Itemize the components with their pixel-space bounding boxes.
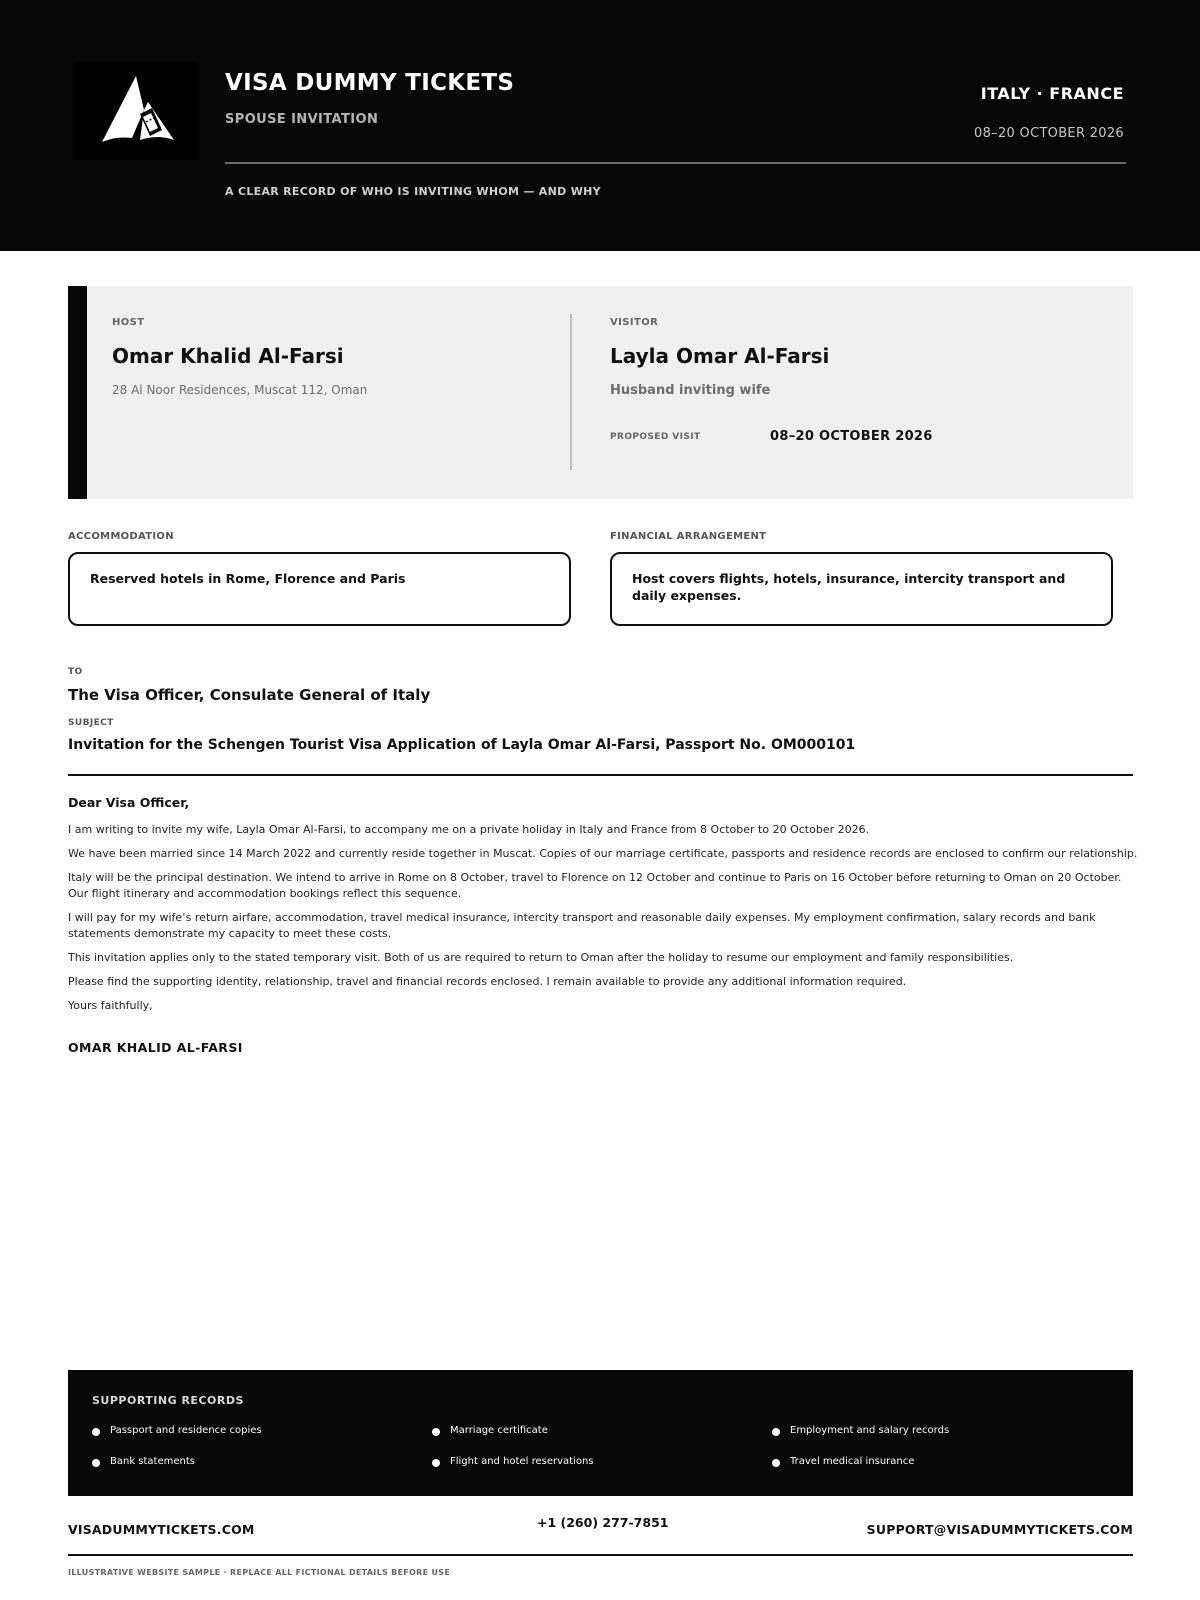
letter-paragraph: I will pay for my wife’s return airfare, accommodation, travel medical insurance, intercity transport and reasonable daily expenses. My employment confirmation, salary records and bank statements demonstrate my capacity to meet these costs.	[68, 911, 1096, 940]
visitor-label: VISITOR	[610, 317, 659, 328]
host-address: 28 Al Noor Residences, Muscat 112, Oman	[112, 383, 368, 397]
letter-divider	[68, 774, 1133, 776]
financial-text: Host covers flights, hotels, insurance, intercity transport and daily expenses.	[632, 571, 1066, 603]
host-label: HOST	[112, 317, 145, 328]
record-item-label: Bank statements	[110, 1456, 195, 1467]
letter-paragraph: We have been married since 14 March 2022 and currently reside together in Muscat. Copies of our marriage certificate, passports and residence records are enclosed to confirm our relationship.	[68, 847, 1138, 860]
recipient-label: TO	[68, 667, 83, 677]
recipient: The Visa Officer, Consulate General of Italy	[68, 686, 431, 704]
record-item-label: Passport and residence copies	[110, 1425, 262, 1436]
letter-paragraph: This invitation applies only to the stated temporary visit. Both of us are required to return to Oman after the holiday to resume our employment and family responsibilities.	[68, 951, 1014, 964]
bullet-icon	[432, 1428, 440, 1436]
visitor-name: Layla Omar Al-Farsi	[610, 344, 830, 368]
accommodation-card	[68, 552, 571, 626]
footer-disclaimer: ILLUSTRATIVE WEBSITE SAMPLE · REPLACE ALL FICTIONAL DETAILS BEFORE USE	[68, 1568, 451, 1577]
subject-line: Invitation for the Schengen Tourist Visa Application of Layla Omar Al-Farsi, Passport No. OM000101	[68, 737, 856, 753]
record-item-label: Flight and hotel reservations	[450, 1456, 594, 1467]
bullet-icon	[772, 1428, 780, 1436]
host-name: Omar Khalid Al-Farsi	[112, 344, 344, 368]
footer-phone: +1 (260) 277-7851	[537, 1515, 669, 1530]
bullet-icon	[92, 1428, 100, 1436]
bullet-icon	[92, 1459, 100, 1467]
ticket-mountain-logo-icon	[100, 74, 174, 146]
footer-website: VISADUMMYTICKETS.COM	[68, 1522, 255, 1537]
financial-label: FINANCIAL ARRANGEMENT	[610, 531, 767, 542]
header-tagline: A CLEAR RECORD OF WHO IS INVITING WHOM — AND WHY	[225, 185, 601, 198]
record-item-label: Travel medical insurance	[790, 1456, 915, 1467]
record-item-label: Marriage certificate	[450, 1425, 548, 1436]
supporting-records-title: SUPPORTING RECORDS	[92, 1394, 244, 1407]
document-header	[0, 0, 1200, 251]
letter-paragraph: I am writing to invite my wife, Layla Omar Al-Farsi, to accompany me on a private holiday in Italy and France from 8 October to 20 October 2026.	[68, 823, 870, 836]
letter-paragraph: Please find the supporting identity, relationship, travel and financial records enclosed. I remain available to provide any additional information required.	[68, 975, 907, 988]
letter-body	[68, 822, 1138, 1014]
letter-paragraph: Italy will be the principal destination. We intend to arrive in Rome on 8 October, travel to Florence on 12 October and continue to Paris on 16 October before returning to Oman on 20 October. Our flight itinerary and accommodation bookings reflect this sequence.	[68, 871, 1122, 900]
bullet-icon	[772, 1459, 780, 1467]
record-item	[772, 1425, 949, 1436]
brand-name: VISA DUMMY TICKETS	[225, 70, 515, 96]
footer-email: SUPPORT@VISADUMMYTICKETS.COM	[866, 1522, 1133, 1537]
record-item	[432, 1456, 594, 1467]
signature-name: OMAR KHALID AL-FARSI	[68, 1040, 243, 1055]
parties-panel	[68, 286, 1133, 499]
proposed-visit-dates: 08–20 OCTOBER 2026	[770, 429, 933, 444]
brand-logo	[73, 62, 199, 160]
header-divider	[225, 162, 1126, 164]
subject-label: SUBJECT	[68, 718, 114, 728]
panel-divider	[570, 314, 572, 470]
visitor-relationship: Husband inviting wife	[610, 383, 771, 398]
travel-dates: 08–20 OCTOBER 2026	[974, 126, 1124, 141]
document-type: SPOUSE INVITATION	[225, 112, 379, 127]
supporting-records-box	[68, 1370, 1133, 1496]
record-item	[92, 1456, 195, 1467]
record-item	[772, 1456, 914, 1467]
letter-greeting: Dear Visa Officer,	[68, 795, 190, 810]
financial-card	[610, 552, 1113, 626]
footer-divider	[68, 1554, 1133, 1556]
letter-signoff: Yours faithfully,	[68, 999, 153, 1012]
record-item-label: Employment and salary records	[790, 1425, 950, 1436]
bullet-icon	[432, 1459, 440, 1467]
destination-countries: ITALY · FRANCE	[980, 84, 1124, 103]
proposed-visit-label: PROPOSED VISIT	[610, 432, 701, 442]
record-item	[432, 1425, 548, 1436]
accommodation-text: Reserved hotels in Rome, Florence and Paris	[90, 571, 406, 586]
record-item	[92, 1425, 262, 1436]
panel-accent-bar	[68, 286, 87, 499]
accommodation-label: ACCOMMODATION	[68, 531, 174, 542]
